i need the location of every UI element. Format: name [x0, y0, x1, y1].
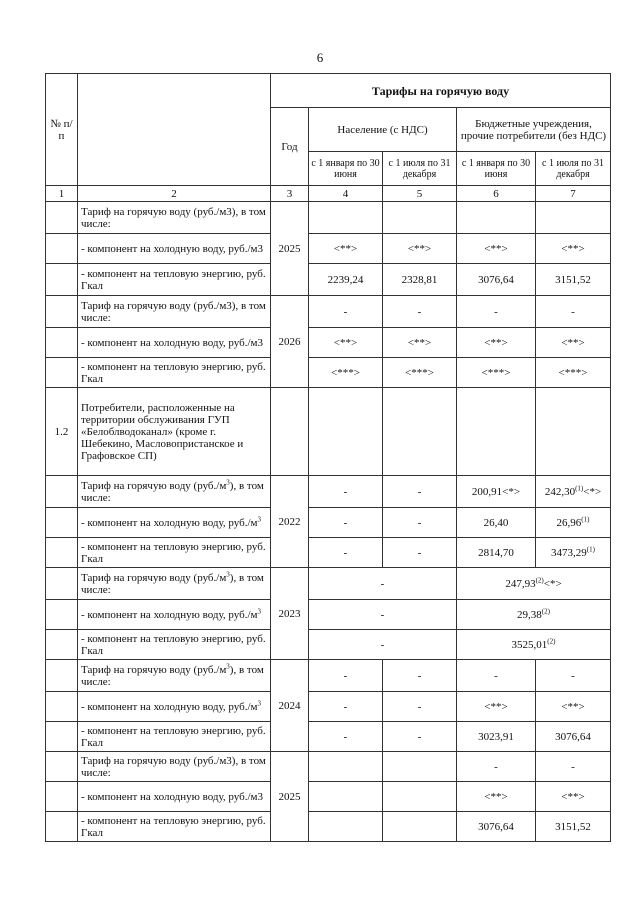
col-header-no: № п/п — [46, 74, 78, 186]
row-label: Тариф на горячую воду $(руб./м^3)$, в том числе: — [78, 476, 271, 508]
value-cell: 2328,81 — [383, 264, 457, 296]
value-cell: 3076,64 — [457, 812, 536, 842]
col-header-period-2: с 1 июля по 31 декабря — [536, 152, 611, 186]
value-cell: - — [383, 722, 457, 752]
value-cell: 3151,52 — [536, 264, 611, 296]
section-label: Потребители, расположенные на территории обслуживания ГУП «Белоблводоканал» (кроме г. Шебекино, Масловопристанское и Графовское СП) — [78, 388, 271, 476]
value-cell: - — [309, 722, 383, 752]
row-label: Тариф на горячую воду (руб./м3), в том числе: — [78, 296, 271, 328]
value-cell: $242,30^{(1)}<*>$ — [536, 476, 611, 508]
value-cell: $247,93^{(2)}<*>$ — [457, 568, 611, 600]
row-label: - компонент на тепловую энергию, руб. Гкал — [78, 722, 271, 752]
value-cell: <**> — [383, 234, 457, 264]
value-cell: - — [309, 508, 383, 538]
table-row — [46, 264, 611, 296]
value-cell: - — [457, 752, 536, 782]
value-cell: - — [383, 660, 457, 692]
row-label: - компонент на тепловую энергию, руб. Гкал — [78, 264, 271, 296]
value-cell: - — [309, 660, 383, 692]
value-cell: 2239,24 — [309, 264, 383, 296]
value-cell: <**> — [457, 328, 536, 358]
value-cell: - — [457, 296, 536, 328]
value-cell: <**> — [536, 782, 611, 812]
value-cell: - — [309, 600, 457, 630]
table-row — [46, 476, 611, 508]
value-cell: <**> — [457, 782, 536, 812]
row-label: - компонент на холодную воду, $руб./м^3$ — [78, 508, 271, 538]
col-header-budget: Бюджетные учреждения, прочие потребители (без НДС) — [457, 108, 611, 152]
table-row — [46, 568, 611, 600]
table-row — [46, 782, 611, 812]
value-cell: <***> — [457, 358, 536, 388]
table-row — [46, 752, 611, 782]
table-row — [46, 600, 611, 630]
col-number: 5 — [383, 186, 457, 202]
col-number: 2 — [78, 186, 271, 202]
row-label: - компонент на холодную воду, $руб./м^3$ — [78, 600, 271, 630]
value-cell: - — [536, 660, 611, 692]
table-row — [46, 508, 611, 538]
value-cell: 2814,70 — [457, 538, 536, 568]
value-cell: - — [383, 508, 457, 538]
table-row — [46, 630, 611, 660]
value-cell: 3473,29$^{(1)}$ — [536, 538, 611, 568]
col-number: 3 — [271, 186, 309, 202]
col-number: 1 — [46, 186, 78, 202]
table-row — [46, 812, 611, 842]
value-cell: 26,96$^{(1)}$ — [536, 508, 611, 538]
col-header-year: Год — [271, 108, 309, 186]
col-header-period-2: с 1 июля по 31 декабря — [383, 152, 457, 186]
row-label: - компонент на тепловую энергию, руб. Гкал — [78, 630, 271, 660]
value-cell: <**> — [457, 692, 536, 722]
value-cell: - — [457, 660, 536, 692]
value-cell: <**> — [536, 234, 611, 264]
row-label: - компонент на тепловую энергию, руб. Гкал — [78, 812, 271, 842]
value-cell: - — [383, 476, 457, 508]
col-number: 6 — [457, 186, 536, 202]
value-cell: <**> — [457, 234, 536, 264]
table-row — [46, 722, 611, 752]
row-label: - компонент на тепловую энергию, руб. Гкал — [78, 538, 271, 568]
table-row — [46, 660, 611, 692]
table-row — [46, 358, 611, 388]
value-cell: - — [309, 692, 383, 722]
value-cell: 3076,64 — [457, 264, 536, 296]
row-label: - компонент на холодную воду, $руб./м^3$ — [78, 692, 271, 722]
value-cell: - — [309, 568, 457, 600]
value-cell: 3151,52 — [536, 812, 611, 842]
value-cell: 200,91<*> — [457, 476, 536, 508]
value-cell: <**> — [536, 328, 611, 358]
column-number-row — [46, 186, 611, 202]
year-cell: 2025 — [271, 752, 309, 842]
value-cell: 3023,91 — [457, 722, 536, 752]
value-cell: - — [309, 538, 383, 568]
col-header-population: Население (с НДС) — [309, 108, 457, 152]
table-row — [46, 296, 611, 328]
row-label: - компонент на тепловую энергию, руб. Гкал — [78, 358, 271, 388]
col-header-period-1: с 1 января по 30 июня — [457, 152, 536, 186]
row-label: Тариф на горячую воду $(руб./м^3)$, в том числе: — [78, 568, 271, 600]
header-row-1 — [46, 74, 611, 108]
col-header-period-1: с 1 января по 30 июня — [309, 152, 383, 186]
value-cell: - — [309, 476, 383, 508]
value-cell: - — [383, 538, 457, 568]
col-number: 4 — [309, 186, 383, 202]
table-row — [46, 692, 611, 722]
value-cell: - — [536, 752, 611, 782]
row-label: - компонент на холодную воду, руб./м3 — [78, 234, 271, 264]
row-label: Тариф на горячую воду (руб./м3), в том числе: — [78, 202, 271, 234]
value-cell: - — [309, 630, 457, 660]
year-cell: 2024 — [271, 660, 309, 752]
value-cell: <***> — [536, 358, 611, 388]
value-cell: 3525,01$^{(2)}$ — [457, 630, 611, 660]
year-cell: 2026 — [271, 296, 309, 388]
section-number: 1.2 — [46, 388, 78, 476]
table-row — [46, 538, 611, 568]
row-label: - компонент на холодную воду, руб./м3 — [78, 782, 271, 812]
col-number: 7 — [536, 186, 611, 202]
value-cell: <**> — [309, 234, 383, 264]
value-cell: - — [536, 296, 611, 328]
row-label: Тариф на горячую воду $(руб./м^3)$, в том числе: — [78, 660, 271, 692]
year-cell: 2022 — [271, 476, 309, 568]
table-row — [46, 234, 611, 264]
row-label: Тариф на горячую воду (руб./м3), в том числе: — [78, 752, 271, 782]
value-cell: - — [309, 296, 383, 328]
value-cell: 26,40 — [457, 508, 536, 538]
table-row — [46, 202, 611, 234]
year-cell: 2023 — [271, 568, 309, 660]
row-label: - компонент на холодную воду, руб./м3 — [78, 328, 271, 358]
table-row — [46, 328, 611, 358]
value-cell: - — [383, 692, 457, 722]
table-title: Тарифы на горячую воду — [271, 74, 611, 108]
value-cell: - — [383, 296, 457, 328]
value-cell: 29,38$^{(2)}$ — [457, 600, 611, 630]
year-cell: 2025 — [271, 202, 309, 296]
value-cell: <***> — [383, 358, 457, 388]
section-row — [46, 388, 611, 476]
value-cell: <**> — [383, 328, 457, 358]
value-cell: 3076,64 — [536, 722, 611, 752]
page-number: 6 — [316, 50, 324, 65]
value-cell: <**> — [536, 692, 611, 722]
value-cell: <***> — [309, 358, 383, 388]
value-cell: <**> — [309, 328, 383, 358]
col-header-name — [78, 74, 271, 186]
tariff-table — [45, 73, 611, 842]
